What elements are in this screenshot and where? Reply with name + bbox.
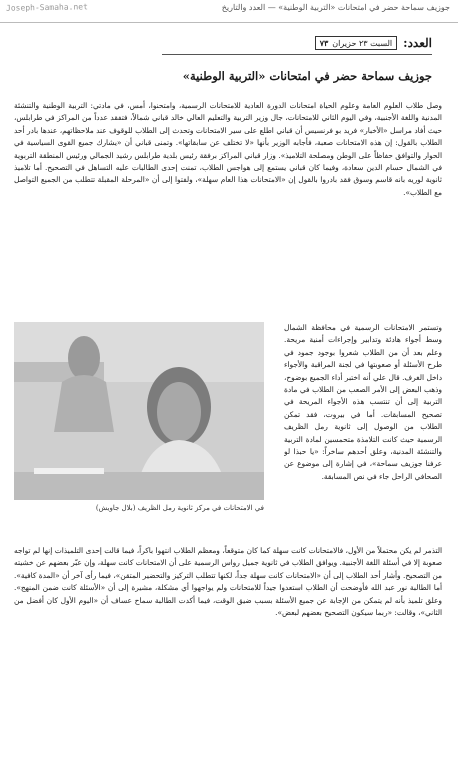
headline-divider <box>162 54 432 55</box>
issue-label: العدد: <box>403 36 432 50</box>
watermark: Joseph-Samaha.net <box>5 2 88 13</box>
article-column-right: وتستمر الامتحانات الرسمية في محافظة الشمال وسط أجواء هادئة وتدابير وإجراءات أمنية مريحة. وعلم بعد أن من الطلاب شعروا بوجود جمود في طرح الأسئلة أو صعوبتها في لجنة المراقبة والأجواء داخل الغرف. قال علي أنه اختبر أداء الجميع بوضوح، وذهب البعض إلى الأمر الصعب من الطلاب في مادة التربية إلى أن تنتسب هذه الأجواء المريحة في تصحيح المسابقات. أما في بيروت، فقد تمكن الطلاب من الوصول إلى ثانوية رمل الظريف الرسمية حيث كانت التلامذة متحمسين لمادة التربية والتنشئة المدنية، وعلق أحدهم ساخراً: «يا حبذا لو عرفنا جوزيف سماحة»، في إشارة إلى موضوع عن الصحافي الراحل جاء في نص المسابقة. <box>284 323 442 481</box>
article-headline: جوزيف سماحة حضر في امتحانات «التربية الوطنية» <box>182 68 432 83</box>
issue-box <box>315 36 397 50</box>
article-paragraph-bottom: التذمر لم يكن محتملاً من الأول، فالامتحانات كانت سهلة كما كان متوقعاً، ومعظم الطلاب انتهوا باكراً، فيما قالت إحدى التلميذات إنها لم تواجه صعوبة إلا في أسئلة اللغة الأجنبية. ويوافق الطلاب في ثانوية جميل رواس الرسمية على أن الامتحانات كانت سهلة، وإن عبّر بعضهم عن خشيته من التصحيح. وأشار أحد الطلاب إلى أن «الامتحانات كانت سهلة جداً، لكنها تتطلب التركيز والتحضير المتقن»، فيما رأى آخر أن «المدة كافية». أما الطالبة نور عبد الله فأوضحت أن الطلاب استعدوا جيداً للامتحانات ولم يواجهوا أي مشكلة، مشيرة إلى أن «الأسئلة كانت ضمن المنهج». وعلق تلميذ بأنه لم يتمكن من الإجابة عن جميع الأسئلة بسبب ضيق الوقت، فيما أكدت الطالبة سماح عساف أن «اليوم الأول كان أفضل من الثاني»، وقالت: «ربما سيكون التصحيح بعضهم لبعض». <box>14 546 442 618</box>
article-paragraph-intro: وصل طلاب العلوم العامة وعلوم الحياة امتحانات الدورة العادية للامتحانات الرسمية، وامتحنوا، أمس، في مادتي: التربية الوطنية والتنشئة المدنية واللغة الأجنبية، وفي اليوم الثاني للامتحانات، جال وزير التربية والتعليم العالي خالد قباني شمالاً، فتفقد عدداً من المراكز في طرابلس، حيث أفاد مراسل «الأخبار» فريد بو فرنسيس أن قباني اطلع على سير الامتحانات وتحدث إلى الطلاب للوقوف عند ملاحظاتهم، عندها بادر أحد الطلاب بالقول: إن هذه الامتحانات صعبة، فأجابه الوزير بأنها «لا تختلف عن سابقاتها». وتمنى قباني أن «يشارك جميع القوى السياسية في الحوار والتوافق حفاظاً على الوطن ومصلحة التلاميذ». وزار قباني المراكز برفقة رئيس بلدية طرابلس رشيد الجمالي ورئيس المنطقة التربوية في الشمال حسام الدين سعادة، وفيما كان قباني يستمع إلى هواجس الطلاب، تمنت إحدى الطالبات عليه التساهل في التصحيح. أما تلاميذ ثانوية لوريه بانه قاسم وسوق فقد بادروا بالقول إن «الامتحانات هذا العام سهلة»، ولفتوا إلى أن «المرحلة المقبلة تتطلب من الجميع التواصل مع الطلاب». <box>14 101 442 197</box>
page-header-strip <box>0 0 458 23</box>
photo-illustration <box>14 322 264 500</box>
photo-caption: في الامتحانات في مركز ثانوية رمل الظريف (بلال جاويش) <box>95 504 264 512</box>
issue-date: السبت ٢٣ حزيران <box>332 38 393 48</box>
issue-info <box>315 36 432 50</box>
running-title: جوزيف سماحة حضر في امتحانات «التربية الوطنية» — العدد والتاريخ <box>221 3 450 12</box>
article-photo <box>14 322 264 500</box>
issue-number: ٧٣ <box>319 38 329 48</box>
